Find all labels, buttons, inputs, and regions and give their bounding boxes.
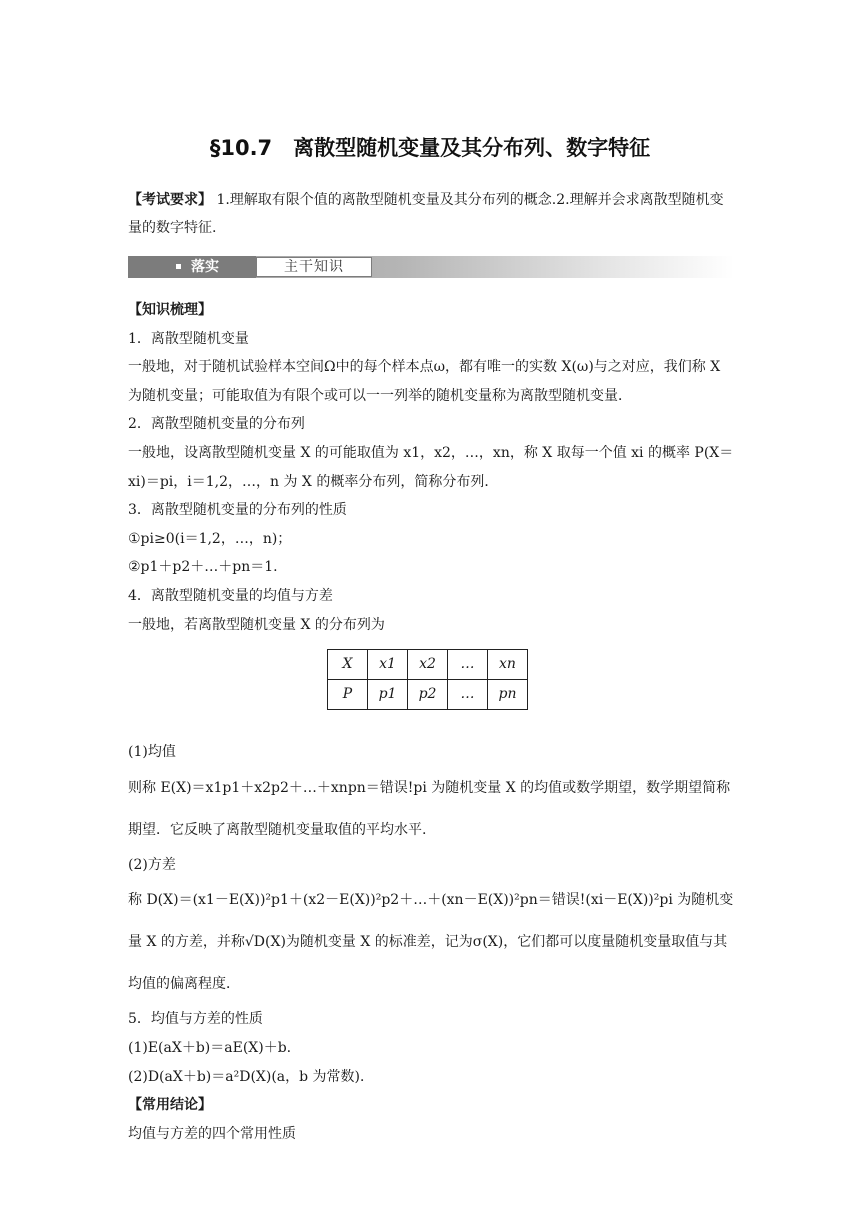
conclusion-text: 均值与方差的四个常用性质	[128, 1125, 296, 1142]
banner-left	[128, 256, 256, 278]
variance-title: (2)方差	[128, 856, 176, 873]
section-4-text: 一般地，若离散型随机变量 X 的分布列为	[128, 616, 385, 633]
knowledge-heading: 【知识梳理】	[128, 302, 212, 318]
table-row	[328, 650, 528, 680]
mean-title: (1)均值	[128, 744, 176, 761]
section-banner	[128, 256, 734, 278]
requirements-label: 【考试要求】	[128, 192, 212, 208]
section-1-text: 一般地，对于随机试验样本空间Ω中的每个样本点ω，都有唯一的实数 X(ω)与之对应，我们称 X 为随机变量；可能取值为有限个或可以一一列举的随机变量称为离散型随机变量．	[128, 359, 721, 404]
table-cell: xn	[488, 650, 528, 680]
table-cell: x1	[368, 650, 408, 680]
section-4-title: 4．离散型随机变量的均值与方差	[128, 587, 333, 604]
section-5-item-1: (1)E(aX＋b)＝aE(X)＋b.	[128, 1039, 292, 1056]
table-cell: p2	[408, 680, 448, 710]
banner-left-label: 落实	[191, 259, 219, 275]
section-3-title: 3．离散型随机变量的分布列的性质	[128, 502, 347, 519]
exam-requirements	[128, 186, 736, 242]
section-2-text: 一般地，设离散型随机变量 X 的可能取值为 x1，x2，…，xn，称 X 取每一个值 xi 的概率 P(X＝xi)＝pi，i＝1,2，…，n 为 X 的概率分布列，简称分布列．	[128, 444, 734, 490]
square-bullet-icon	[176, 264, 181, 269]
table-cell: …	[448, 650, 488, 680]
mean-text: 则称 E(X)＝x1p1＋x2p2＋…＋xnpn＝错误!pi 为随机变量 X 的均值或数学期望，数学期望简称期望．它反映了离散型随机变量取值的平均水平.	[128, 779, 731, 838]
section-3-item-1: ①pi≥0(i＝1,2，…，n)；	[128, 530, 292, 547]
table-cell: X	[328, 650, 368, 680]
requirements-text: 1.理解取有限个值的离散型随机变量及其分布列的概念.2.理解并会求离散型随机变量的数字特征.	[128, 192, 724, 236]
section-5-title: 5．均值与方差的性质	[128, 1011, 263, 1028]
main-content	[128, 296, 736, 1148]
conclusion-heading: 【常用结论】	[128, 1097, 212, 1114]
section-1-title: 1．离散型随机变量	[128, 330, 249, 347]
section-5-item-2: (2)D(aX＋b)＝a²D(X)(a，b 为常数)．	[128, 1068, 375, 1085]
section-3-item-2: ②p1＋p2＋…＋pn＝1.	[128, 559, 278, 576]
section-2-title: 2．离散型随机变量的分布列	[128, 416, 305, 433]
table-row	[328, 680, 528, 710]
table-cell: P	[328, 680, 368, 710]
table-cell: p1	[368, 680, 408, 710]
variance-text: 称 D(X)＝(x1－E(X))²p1＋(x2－E(X))²p2＋…＋(xn－E(X))²pn＝错误!(xi－E(X))²pi 为随机变量 X 的方差，并称√D(X)为随机变量 X 的标准差，记为σ(X)，它们都可以度量随机变量取值与其均值的偏离程度．	[128, 892, 734, 993]
table-cell: pn	[488, 680, 528, 710]
table-cell: x2	[408, 650, 448, 680]
banner-right-label: 主干知识	[256, 257, 372, 277]
table-cell: …	[448, 680, 488, 710]
distribution-table	[327, 649, 528, 710]
page-title: §10.7 离散型随机变量及其分布列、数字特征	[209, 136, 651, 160]
